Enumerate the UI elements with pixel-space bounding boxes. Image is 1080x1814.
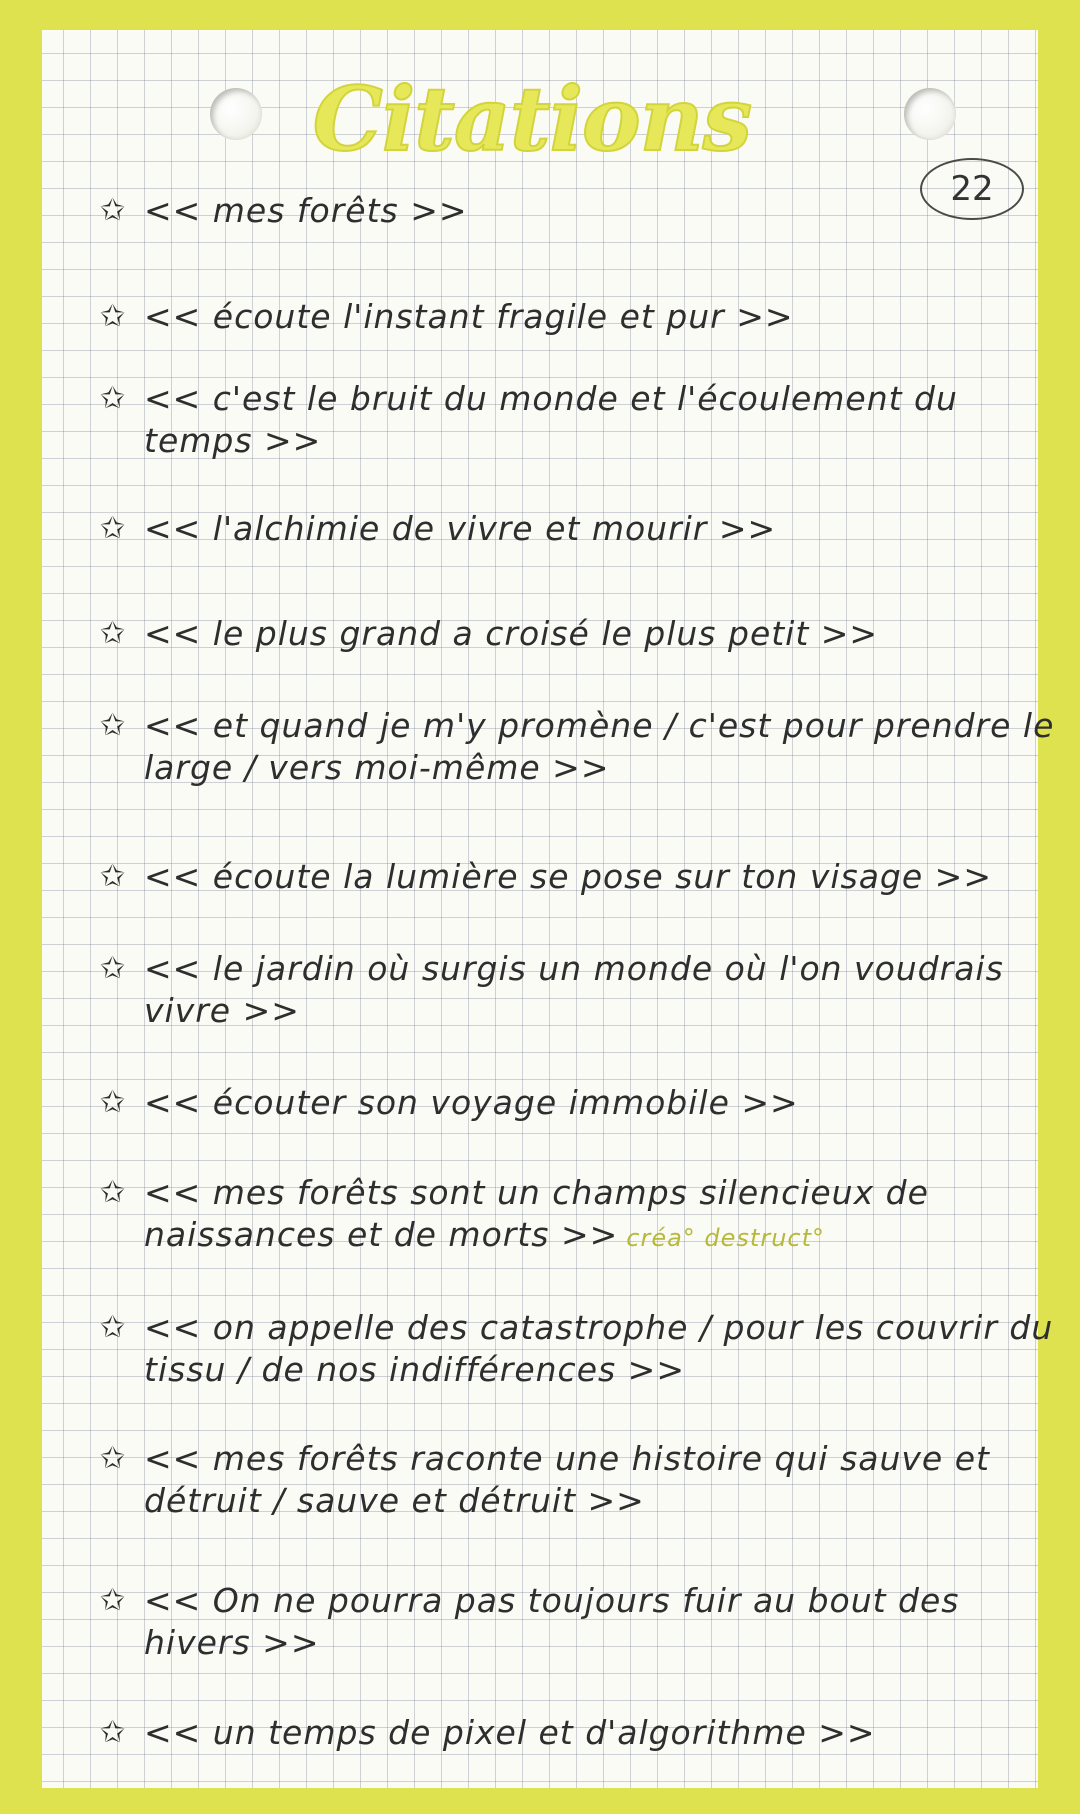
quote-text: << écouter son voyage immobile >> (144, 1083, 799, 1122)
quote-item (100, 948, 1080, 1032)
star-icon: ✩ (100, 951, 127, 986)
quote-text: << mes forêts sont un champs silencieux de naissances et de morts >> (144, 1173, 929, 1254)
star-icon: ✩ (100, 1441, 127, 1476)
star-icon: ✩ (100, 299, 127, 334)
star-icon: ✩ (100, 193, 127, 228)
star-icon: ✩ (100, 511, 127, 546)
star-icon: ✩ (100, 1310, 127, 1345)
star-icon: ✩ (100, 708, 127, 743)
quote-text: << l'alchimie de vivre et mourir >> (144, 509, 777, 548)
quote-item (100, 705, 1080, 789)
quote-item (100, 1712, 1080, 1754)
star-icon: ✩ (100, 616, 127, 651)
page-title: Citations (312, 67, 752, 171)
quote-item (100, 1172, 1080, 1259)
quote-text: << mes forêts raconte une histoire qui sauve et détruit / sauve et détruit >> (144, 1439, 990, 1520)
quote-item (100, 1438, 1080, 1522)
page-number: 22 (920, 158, 1024, 220)
star-icon: ✩ (100, 1715, 127, 1750)
quote-item (100, 378, 1080, 462)
quote-text: << mes forêts >> (144, 191, 468, 230)
binder-hole-left (210, 88, 262, 140)
quote-text: << et quand je m'y promène / c'est pour prendre le large / vers moi-même >> (144, 706, 1055, 787)
star-icon: ✩ (100, 1583, 127, 1618)
quote-text: << écoute la lumière se pose sur ton visage >> (144, 857, 992, 896)
quote-text: << on appelle des catastrophe / pour les couvrir du tissu / de nos indifférences >> (144, 1308, 1054, 1389)
binder-hole-right (904, 88, 956, 140)
quote-item (100, 1580, 1080, 1664)
quote-item (100, 296, 1080, 338)
quote-text: << un temps de pixel et d'algorithme >> (144, 1713, 876, 1752)
margin-note: créa° destruct° (626, 1224, 826, 1252)
star-icon: ✩ (100, 1175, 127, 1210)
star-icon: ✩ (100, 381, 127, 416)
quote-text: << le jardin où surgis un monde où l'on voudrais vivre >> (144, 949, 1004, 1030)
quote-item (100, 1307, 1080, 1391)
quote-text: << On ne pourra pas toujours fuir au bout des hivers >> (144, 1581, 960, 1662)
quote-text: << le plus grand a croisé le plus petit >> (144, 614, 879, 653)
quote-text: << c'est le bruit du monde et l'écoulement du temps >> (144, 379, 958, 460)
quote-item (100, 1082, 1080, 1124)
quote-item (100, 613, 1080, 655)
quote-item (100, 856, 1080, 898)
star-icon: ✩ (100, 859, 127, 894)
quote-item (100, 190, 1080, 232)
quote-text: << écoute l'instant fragile et pur >> (144, 297, 794, 336)
star-icon: ✩ (100, 1085, 127, 1120)
quote-item (100, 508, 1080, 550)
